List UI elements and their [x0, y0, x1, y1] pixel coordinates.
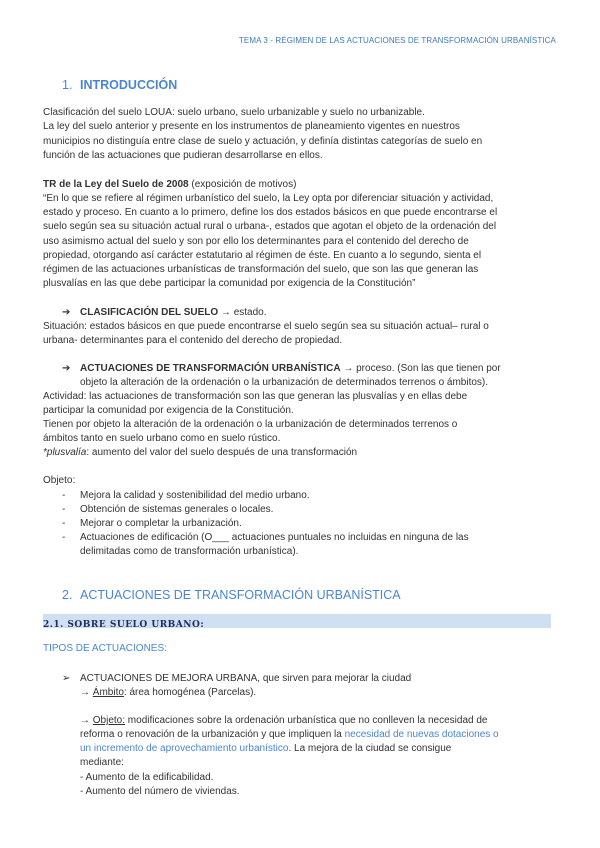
- intro-line: función de las actuaciones que pudieran desarrollarse en ellos.: [43, 150, 323, 161]
- intro-line: municipios no distinguía entre clase de suelo y actuación, y definía distintas categorías de suelo en: [43, 136, 483, 147]
- clasificacion-item: [80, 306, 267, 320]
- ambito-label: Ámbito: [92, 687, 124, 698]
- quote-line: propiedad, otorgando así carácter estatutario al régimen de éste. En cuanto a lo segundo, sienta el: [43, 250, 482, 261]
- tr-subtitle: (exposición de motivos): [188, 179, 297, 190]
- list-item: Obtención de sistemas generales o locales.: [80, 504, 274, 515]
- dash-bullet: -: [62, 490, 66, 501]
- objeto-label: Objeto:: [92, 715, 126, 726]
- page-header: TEMA 3 - RÉGIMEN DE LAS ACTUACIONES DE TRANSFORMACIÓN URBANÍSTICA: [238, 36, 556, 45]
- quote-line: “En lo que se refiere al régimen urbanístico del suelo, la Ley opta por diferenciar situación y actividad,: [43, 193, 494, 204]
- objeto-text: . La mejora de la ciudad se consigue: [288, 743, 452, 754]
- objeto-label: Objeto:: [43, 475, 76, 486]
- section-2-heading: [0, 587, 600, 603]
- arrow-bullet-icon: ➔: [62, 363, 71, 374]
- section-number: 1.: [62, 78, 73, 92]
- objeto-line: [80, 728, 499, 742]
- quote-line: suelo según sea su situación actual rural o urbana-, estados que agotan el objeto de la ordenación del: [43, 221, 497, 232]
- objeto-line: [80, 714, 488, 728]
- plusvalia-text: : aumento del valor del suelo después de una transformación: [86, 447, 358, 458]
- intro-line: Clasificación del suelo LOUA: suelo urbano, suelo urbanizable y suelo no urbanizable.: [43, 107, 425, 118]
- list-item: Actuaciones de edificación (O___ actuaciones puntuales no incluidas en ninguna de las: [80, 532, 469, 543]
- arrow-icon: →: [80, 687, 93, 698]
- actividad-line: Tienen por objeto la alteración de la ordenación o la urbanización de determinados terrenos o: [43, 419, 458, 430]
- quote-line: régimen de las actuaciones urbanísticas de transformación del suelo, que son las que generan las: [43, 264, 479, 275]
- plusvalia-term: *plusvalía: [43, 447, 87, 458]
- objeto-text: modificaciones sobre la ordenación urbanística que no conlleven la necesidad de: [125, 715, 488, 726]
- objeto-line: [80, 742, 451, 756]
- tipos-heading: TIPOS DE ACTUACIONES:: [43, 643, 167, 654]
- arrow-icon: →: [80, 715, 93, 726]
- actividad-line: participar la comunidad por exigencia de la Constitución.: [43, 405, 294, 416]
- list-item: - Aumento de la edificabilidad.: [80, 772, 214, 783]
- clasificacion-text: → estado.: [218, 307, 267, 318]
- section-title: INTRODUCCIÓN: [80, 78, 178, 92]
- section-1-heading: [0, 77, 600, 93]
- actuaciones-line: objeto la alteración de la ordenación o la urbanización de determinados terrenos o ámbitos).: [80, 377, 489, 388]
- highlighted-text: un incremento de aprovechamiento urbanístico: [80, 743, 289, 754]
- mejora-text: , que sirven para mejorar la ciudad: [257, 673, 412, 684]
- dash-bullet: -: [62, 518, 66, 529]
- actuaciones-text: → proceso. (Son las que tienen por: [340, 363, 501, 374]
- dash-bullet: -: [62, 504, 66, 515]
- situacion-line: Situación: estados básicos en que puede encontrarse el suelo según sea su situación actual– rural o: [43, 321, 489, 332]
- actuaciones-item: [80, 362, 501, 376]
- list-item: Mejorar o completar la urbanización.: [80, 518, 242, 529]
- arrow-bullet-icon: ➔: [62, 307, 71, 318]
- situacion-line: urbana- determinantes para el contenido del derecho de propiedad.: [43, 335, 343, 346]
- list-item-continuation: delimitadas como de transformación urbanística).: [80, 546, 299, 557]
- objeto-line: mediante:: [80, 757, 124, 768]
- subsection-title: 2.1. SOBRE SUELO URBANO:: [43, 620, 205, 630]
- tr-heading: [43, 178, 296, 192]
- subsection-band: [43, 614, 551, 628]
- ambito-line: [80, 686, 256, 700]
- actuaciones-title: ACTUACIONES DE TRANSFORMACIÓN URBANÍSTICA: [80, 363, 341, 374]
- plusvalia-note: [43, 446, 357, 460]
- intro-line: La ley del suelo anterior y presente en los instrumentos de planeamiento vigentes en nuestros: [43, 121, 460, 132]
- clasificacion-title: CLASIFICACIÓN DEL SUELO: [80, 307, 219, 318]
- list-item: - Aumento del número de viviendas.: [80, 786, 240, 797]
- section-number: 2.: [62, 588, 73, 602]
- quote-line: estado y proceso. En cuanto a lo primero, define los dos estados básicos en que puede encontrarse el: [43, 207, 498, 218]
- mejora-title: ACTUACIONES DE MEJORA URBANA: [80, 673, 258, 684]
- section-title: ACTUACIONES DE TRANSFORMACIÓN URBANÍSTICA: [80, 588, 401, 602]
- quote-line: plusvalías en las que debe participar la comunidad por exigencia de la Constitución”: [43, 278, 416, 289]
- ambito-text: : área homogénea (Parcelas).: [123, 687, 257, 698]
- actividad-line: ámbitos tanto en suelo urbano como en suelo rústico.: [43, 433, 281, 444]
- mejora-item: [80, 672, 411, 686]
- tr-title: TR de la Ley del Suelo de 2008: [43, 179, 189, 190]
- objeto-text: reforma o renovación de la urbanización y que impliquen la: [80, 729, 345, 740]
- arrowhead-bullet-icon: ➢: [62, 673, 71, 684]
- dash-bullet: -: [62, 532, 66, 543]
- quote-line: uso asimismo actual del suelo y son por ello los determinantes para el contenido del derecho de: [43, 236, 469, 247]
- list-item: Mejora la calidad y sostenibilidad del medio urbano.: [80, 490, 310, 501]
- actividad-line: Actividad: las actuaciones de transformación son las que generan las plusvalías y en ellas debe: [43, 391, 468, 402]
- highlighted-text: necesidad de nuevas dotaciones o: [344, 729, 499, 740]
